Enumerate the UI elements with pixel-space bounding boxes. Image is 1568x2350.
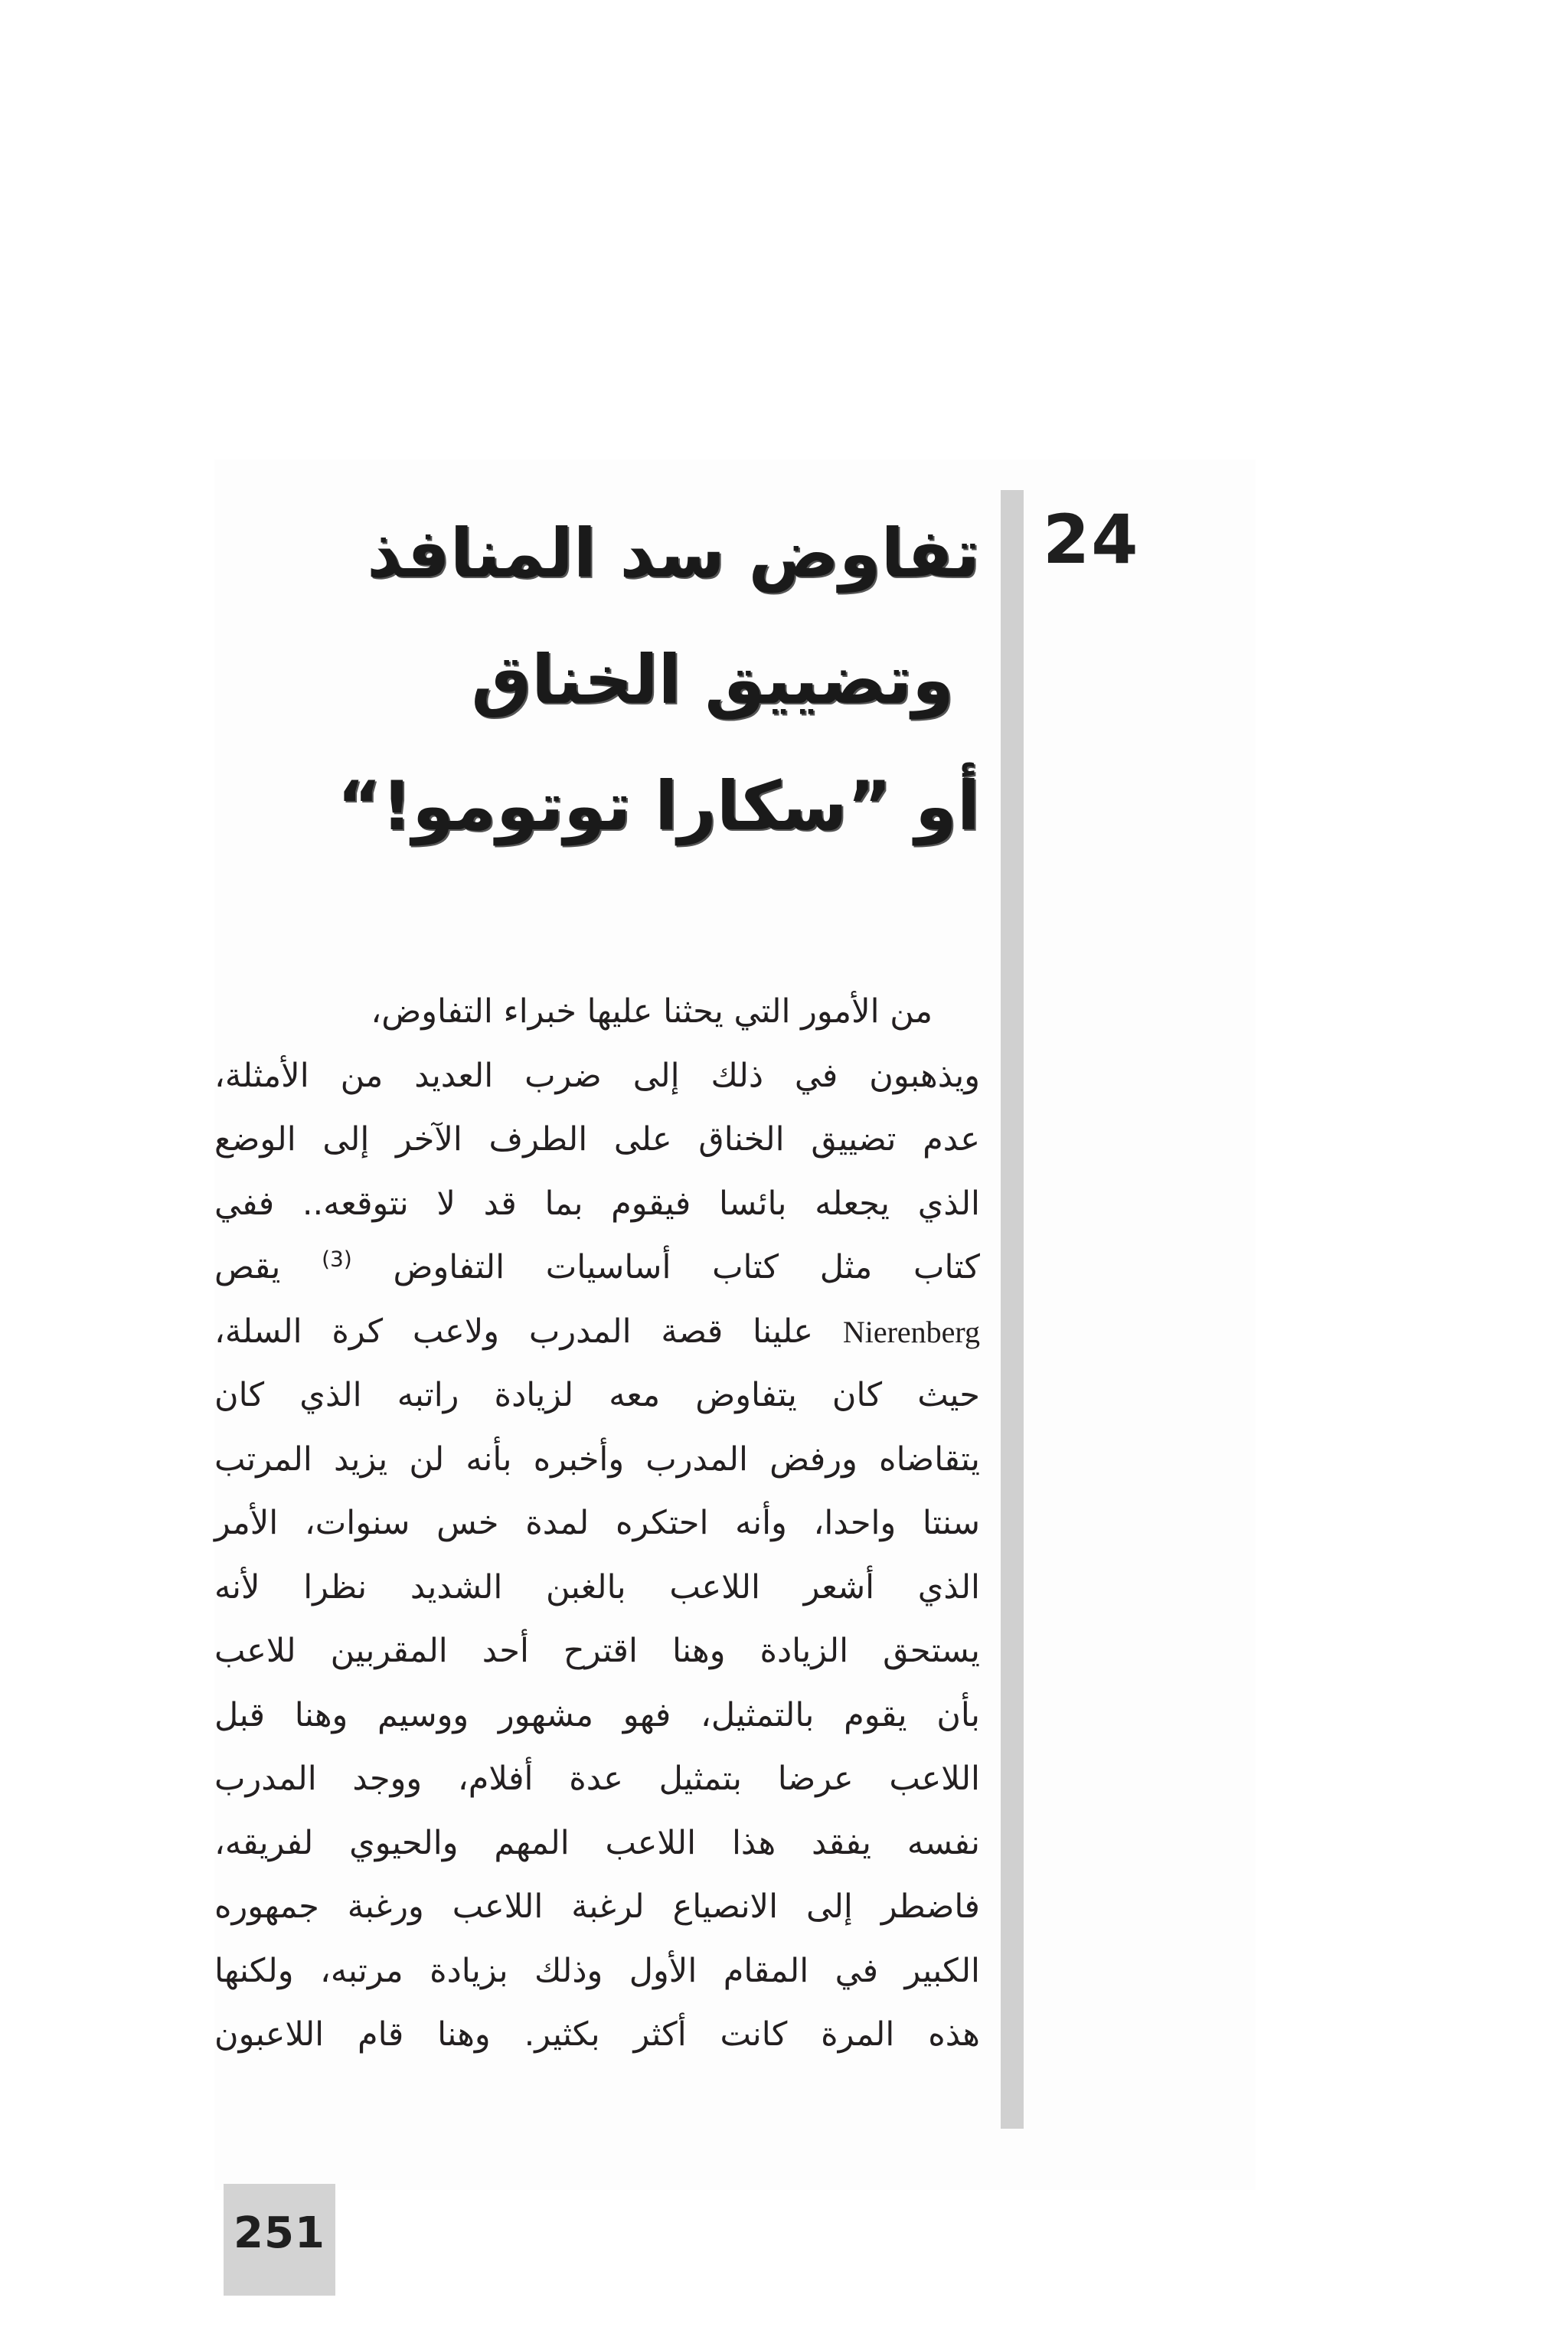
body-line: حيث كان يتفاوض معه لزيادة راتبه الذي كان [214, 1376, 980, 1414]
page-number: 251 [234, 2208, 325, 2258]
body-line: الذي أشعر اللاعب بالغبن الشديد نظرا لأنه [214, 1567, 980, 1606]
body-line: اللاعب عرضا بتمثيل عدة أفلام، ووجد المدرب [214, 1760, 980, 1798]
chapter-number: 24 [1043, 500, 1140, 579]
body-line: يستحق الزيادة وهنا اقترح أحد المقربين للاعب [214, 1632, 980, 1670]
body-line: عدم تضييق الخناق على الطرف الآخر إلى الوضع [214, 1120, 980, 1159]
title-line-2: وتضييق الخناق [471, 640, 954, 719]
title-line-3: أو ”سكارا توتومو!“ [337, 766, 980, 845]
body-line: الذي يجعله بائسا فيقوم بما قد لا نتوقعه.. ففي [214, 1184, 980, 1223]
page-number-box [224, 2184, 335, 2296]
chapter-divider-bar [1001, 490, 1024, 2129]
body-line-text: علينا قصة المدرب ولاعب كرة السلة، [214, 1312, 814, 1351]
author-name: Nierenberg [842, 1314, 980, 1349]
body-line: فاضطر إلى الانصياع لرغبة اللاعب ورغبة جمهوره [214, 1888, 980, 1926]
body-line-with-author [214, 1300, 980, 1365]
body-line: الكبير في المقام الأول وذلك بزيادة مرتبه، ولكنها [214, 1951, 980, 1990]
footnote-reference: (3) [322, 1246, 352, 1272]
body-line: هذه المرة كانت أكثر بكثير. وهنا قام اللاعبون [214, 2015, 980, 2054]
body-text [214, 980, 980, 2067]
body-line: نفسه يفقد هذا اللاعب المهم والحيوي لفريقه، [214, 1823, 980, 1862]
title-line-1: تفاوض سد المنافذ [367, 514, 980, 593]
body-line-text: كتاب مثل كتاب أساسيات التفاوض [393, 1248, 981, 1286]
body-line: بأن يقوم بالتمثيل، فهو مشهور ووسيم وهنا قبل [214, 1695, 980, 1734]
body-line: من الأمور التي يحثنا عليها خبراء التفاوض، [371, 992, 933, 1031]
chapter-title [337, 490, 980, 869]
body-line-with-footnote [214, 1236, 980, 1300]
body-line: ويذهبون في ذلك إلى ضرب العديد من الأمثلة، [214, 1056, 980, 1095]
body-line: سنتا واحدا، وأنه احتكره لمدة خس سنوات، الأمر [214, 1504, 980, 1542]
body-line-tail: يقص [214, 1248, 281, 1286]
body-line: يتقاضاه ورفض المدرب وأخبره بأنه لن يزيد المرتب [214, 1440, 980, 1479]
